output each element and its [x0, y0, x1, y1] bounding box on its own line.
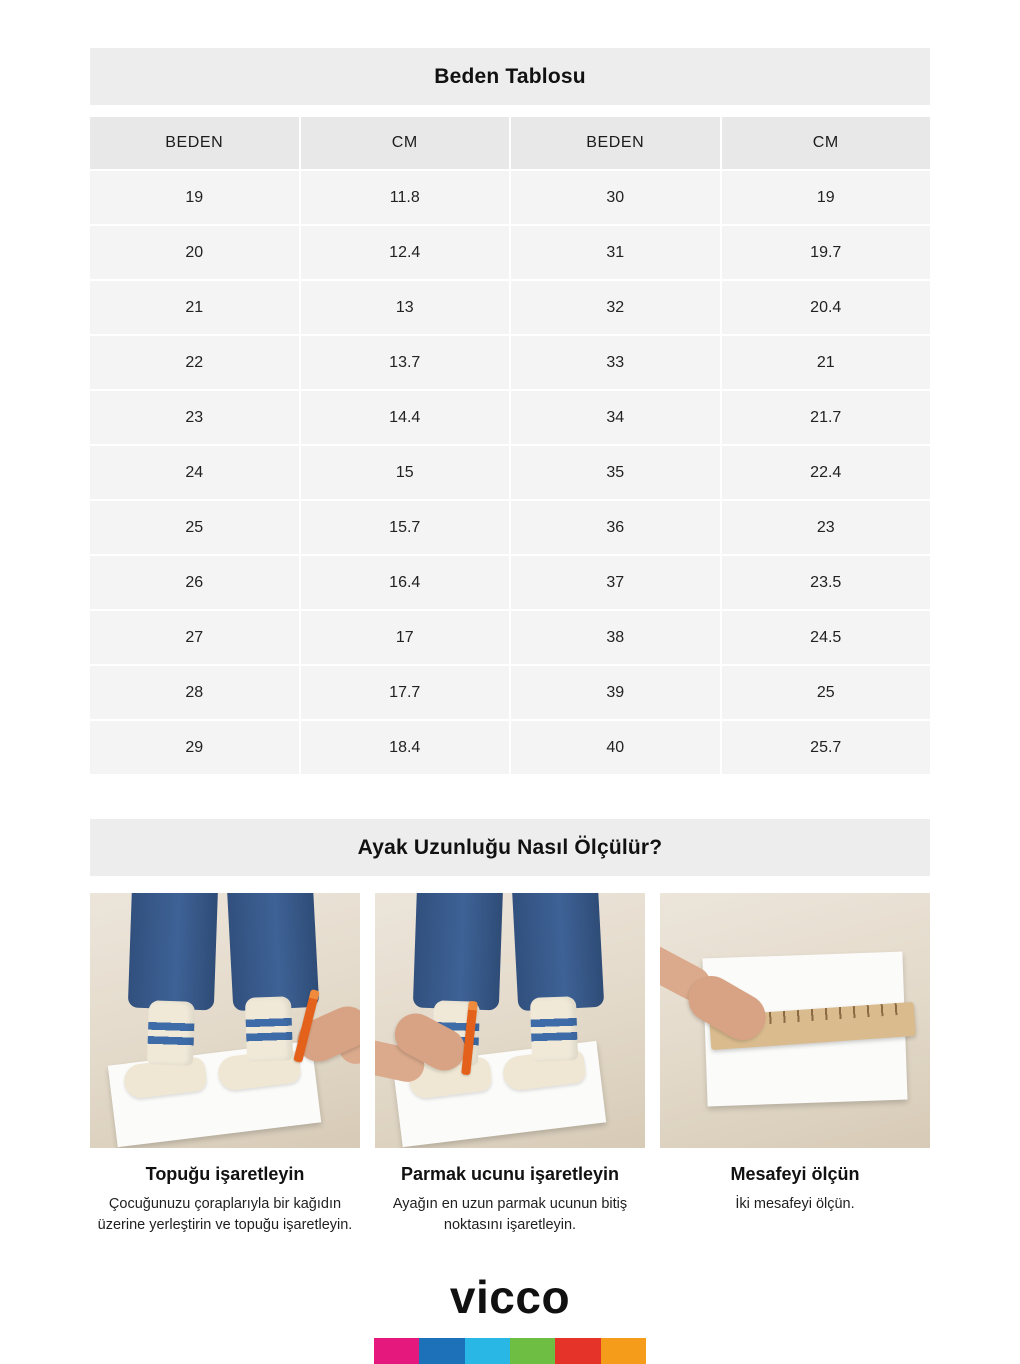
- size-table-cell: 23.5: [722, 556, 931, 609]
- brand-color-segment: [374, 1338, 419, 1364]
- jeans-leg: [512, 893, 605, 1011]
- step-description: Çocuğunuzu çoraplarıyla bir kağıdın üzerine yerleştirin ve topuğu işaretleyin.: [97, 1196, 353, 1234]
- size-table-title: Beden Tablosu: [434, 64, 586, 88]
- size-table-cell: 25: [722, 666, 931, 719]
- size-table-cell: 20: [90, 226, 299, 279]
- measure-title: Ayak Uzunluğu Nasıl Ölçülür?: [357, 835, 663, 859]
- size-table-cell: 36: [511, 501, 720, 554]
- size-table-cell: 18.4: [301, 721, 510, 774]
- size-table-cell: 21: [90, 281, 299, 334]
- size-table-cell: 19: [722, 171, 931, 224]
- size-table-cell: 31: [511, 226, 720, 279]
- step-photo-toe: [375, 893, 645, 1148]
- size-table-cell: 15: [301, 446, 510, 499]
- size-table-cell: 23: [90, 391, 299, 444]
- size-table-header-cell: BEDEN: [90, 117, 299, 169]
- brand-color-segment: [555, 1338, 600, 1364]
- size-table-cell: 20.4: [722, 281, 931, 334]
- size-table-cell: 30: [511, 171, 720, 224]
- size-table-cell: 23: [722, 501, 931, 554]
- step-caption: [90, 1164, 360, 1236]
- size-table-cell: 21: [722, 336, 931, 389]
- size-table-cell: 12.4: [301, 226, 510, 279]
- striped-sock: [530, 996, 578, 1062]
- size-table-cell: 37: [511, 556, 720, 609]
- size-table-cell: 38: [511, 611, 720, 664]
- size-table-cell: 26: [90, 556, 299, 609]
- size-table-cell: 25.7: [722, 721, 931, 774]
- striped-sock: [147, 1000, 195, 1066]
- size-table-cell: 35: [511, 446, 720, 499]
- step-measure: [660, 893, 930, 1236]
- size-table-cell: 33: [511, 336, 720, 389]
- size-table-cell: 15.7: [301, 501, 510, 554]
- size-table-cell: 34: [511, 391, 720, 444]
- size-table-cell: 19.7: [722, 226, 931, 279]
- size-table-title-bar: [90, 48, 930, 105]
- step-title: Mesafeyi ölçün: [730, 1164, 860, 1184]
- step-heel: [90, 893, 360, 1236]
- size-table-cell: 13.7: [301, 336, 510, 389]
- step-photo-measure: [660, 893, 930, 1148]
- size-table-cell: 32: [511, 281, 720, 334]
- step-title: Topuğu işaretleyin: [145, 1164, 305, 1184]
- size-table-header-cell: CM: [301, 117, 510, 169]
- jeans-leg: [128, 893, 218, 1010]
- jeans-leg: [227, 893, 320, 1011]
- brand-color-bar: [374, 1338, 646, 1364]
- size-table-cell: 13: [301, 281, 510, 334]
- step-description: İki mesafeyi ölçün.: [735, 1196, 855, 1212]
- brand-color-segment: [465, 1338, 510, 1364]
- size-table-cell: 40: [511, 721, 720, 774]
- size-table-cell: 17.7: [301, 666, 510, 719]
- size-table-cell: 28: [90, 666, 299, 719]
- measure-steps: [90, 893, 930, 1236]
- size-table-cell: 39: [511, 666, 720, 719]
- size-table-cell: 21.7: [722, 391, 931, 444]
- size-table-cell: 27: [90, 611, 299, 664]
- size-table-cell: 25: [90, 501, 299, 554]
- brand-logo: vicco: [449, 1271, 571, 1324]
- step-description: Ayağın en uzun parmak ucunun bitiş noktasını işaretleyin.: [392, 1196, 628, 1234]
- size-table-header-cell: CM: [722, 117, 931, 169]
- step-caption: [375, 1164, 645, 1236]
- step-title: Parmak ucunu işaretleyin: [400, 1164, 620, 1184]
- striped-sock: [245, 996, 293, 1062]
- jeans-leg: [413, 893, 503, 1010]
- size-table-cell: 22: [90, 336, 299, 389]
- size-table-cell: 29: [90, 721, 299, 774]
- size-table-cell: 24: [90, 446, 299, 499]
- size-table-header-cell: BEDEN: [511, 117, 720, 169]
- size-table-cell: 11.8: [301, 171, 510, 224]
- brand-color-segment: [510, 1338, 555, 1364]
- size-table-cell: 14.4: [301, 391, 510, 444]
- step-caption: [660, 1164, 930, 1215]
- size-table-cell: 16.4: [301, 556, 510, 609]
- size-table: [90, 117, 930, 774]
- size-table-cell: 22.4: [722, 446, 931, 499]
- size-table-cell: 17: [301, 611, 510, 664]
- footer: [90, 1270, 930, 1364]
- brand-color-segment: [601, 1338, 646, 1364]
- brand-color-segment: [419, 1338, 464, 1364]
- size-table-cell: 19: [90, 171, 299, 224]
- step-toe: [375, 893, 645, 1236]
- size-table-cell: 24.5: [722, 611, 931, 664]
- step-photo-heel: [90, 893, 360, 1148]
- measure-title-bar: [90, 819, 930, 876]
